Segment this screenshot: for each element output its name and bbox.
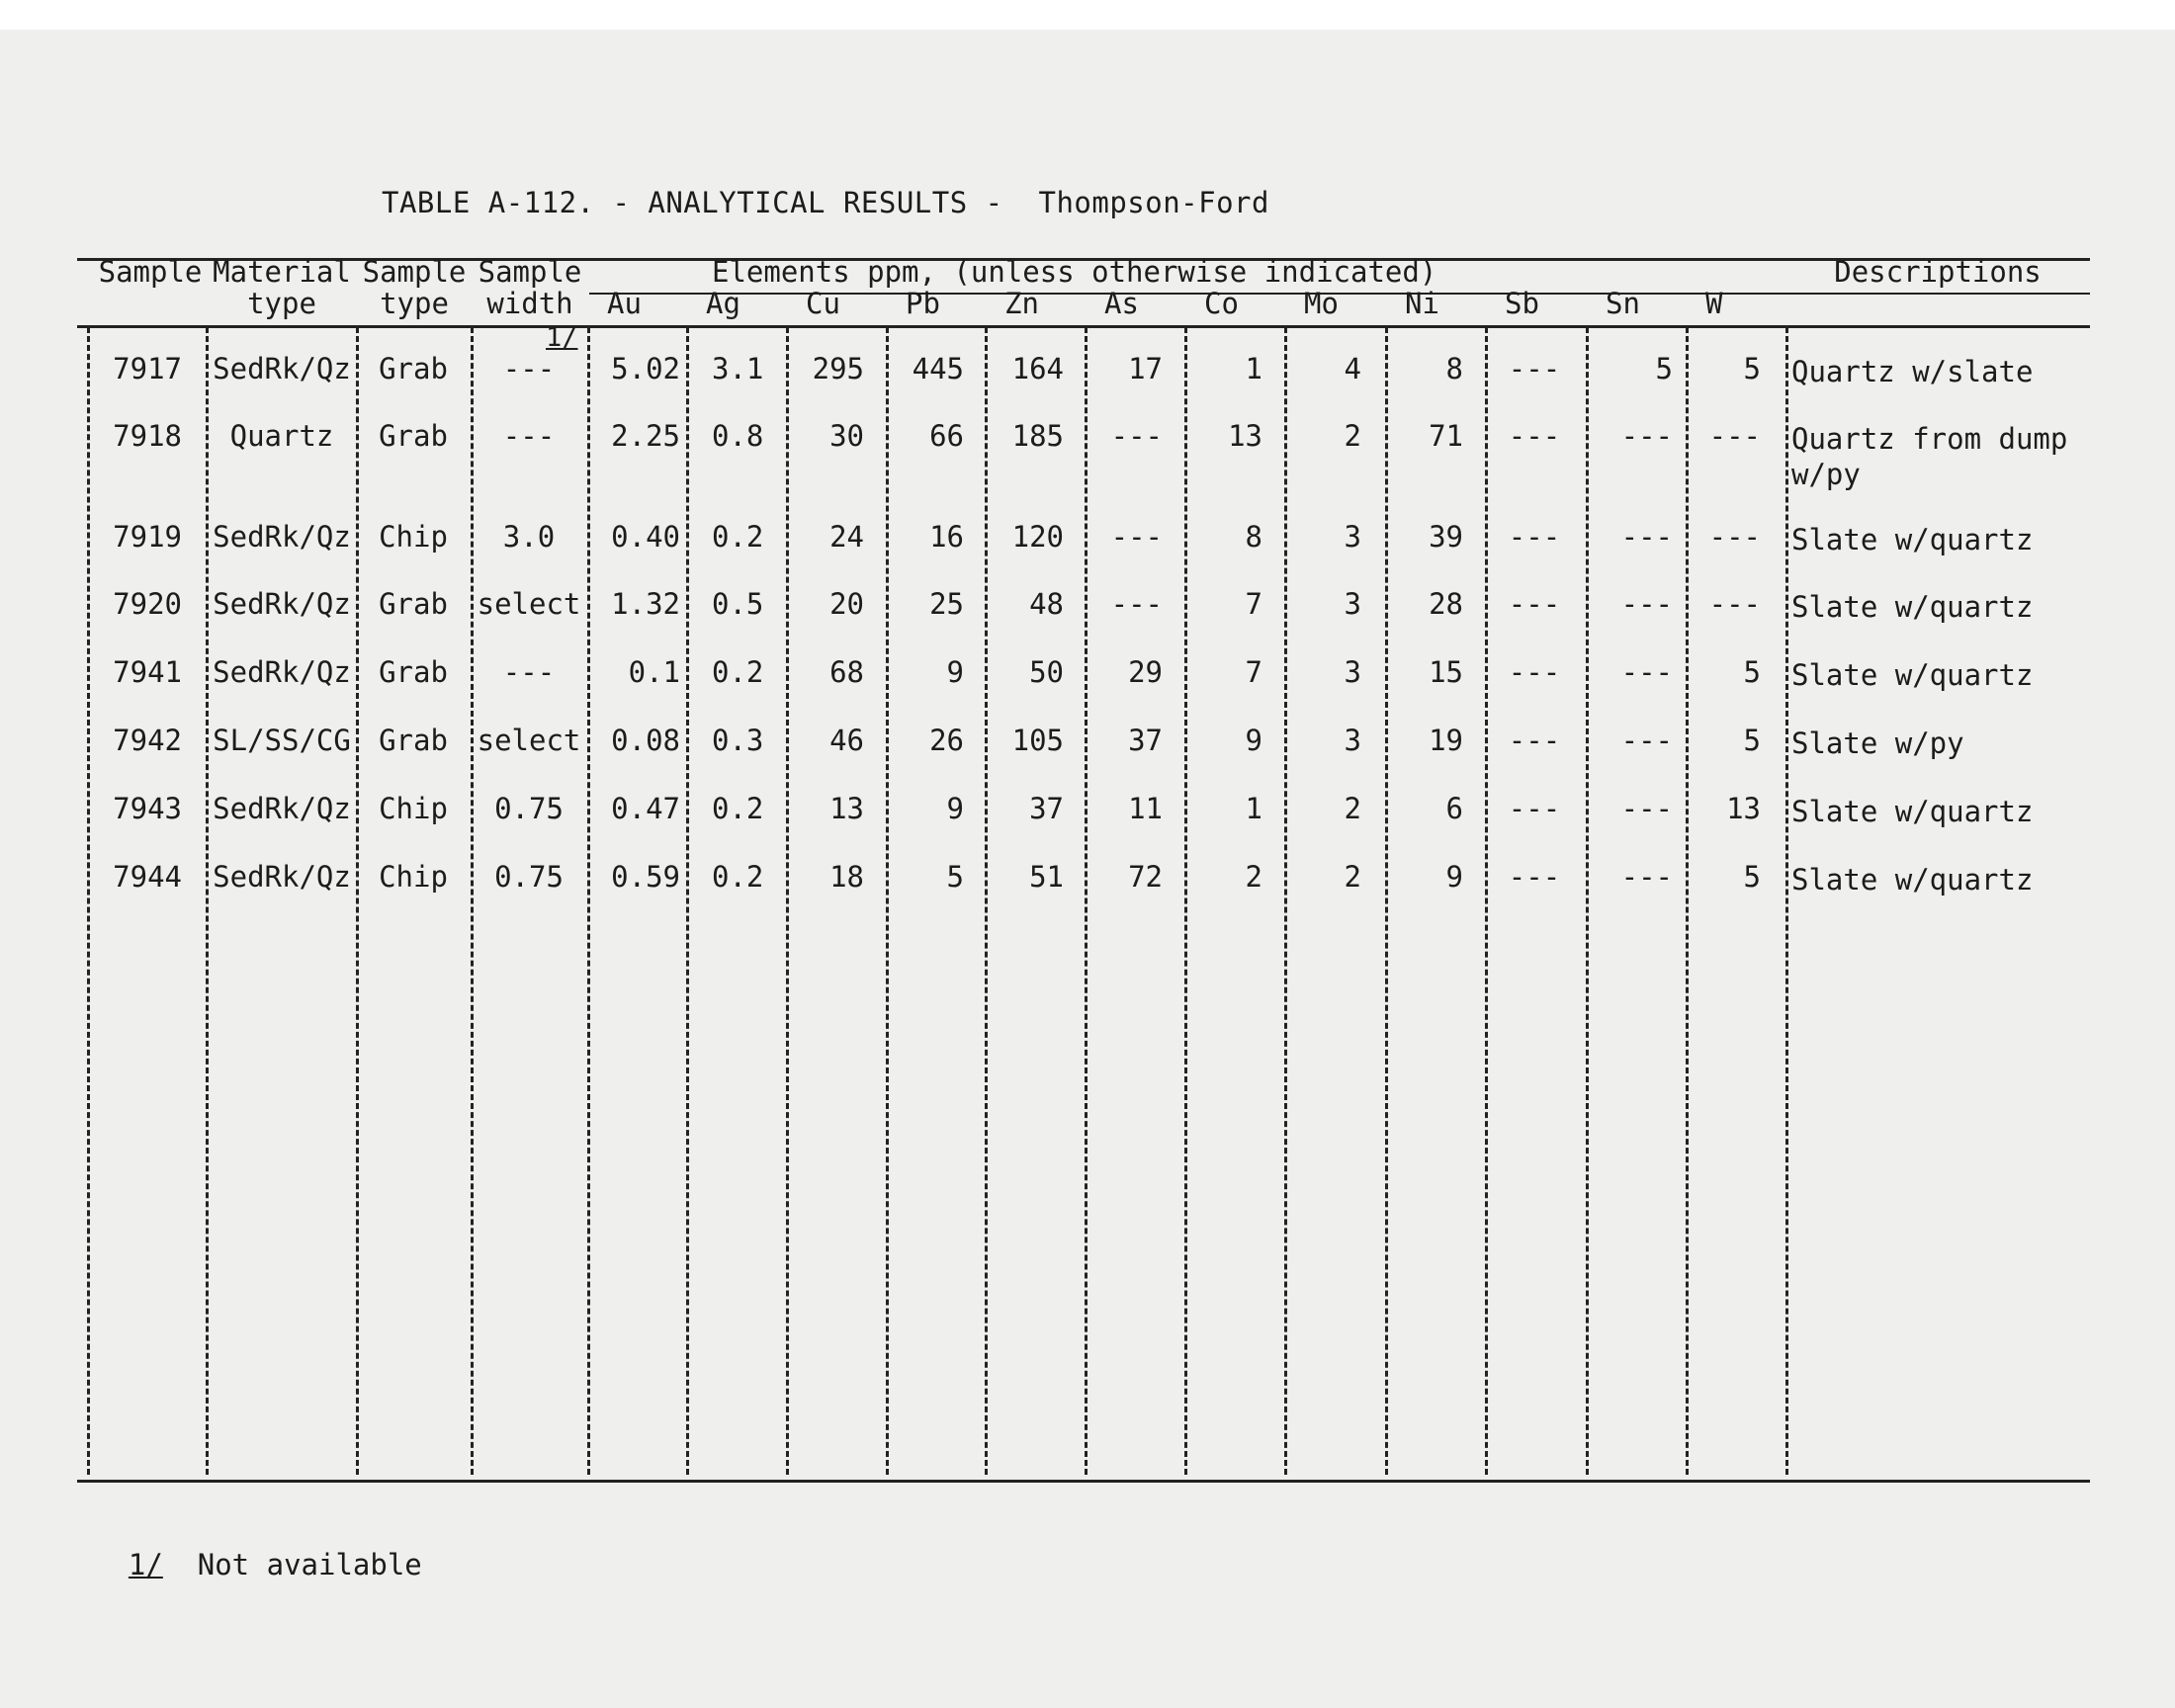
header-samplewidth-line1: Sample (478, 255, 582, 289)
cell-cu: 30 (829, 419, 864, 453)
header-element-ag: Ag (706, 287, 740, 320)
cell-sb: --- (1508, 352, 1561, 385)
cell-material: SedRk/Qz (213, 520, 351, 554)
cell-sb: --- (1508, 419, 1561, 453)
cell-ag: 0.2 (712, 792, 764, 825)
cell-ni: 6 (1445, 792, 1463, 825)
cell-mo: 3 (1344, 587, 1361, 621)
header-elements-span: Elements ppm, (unless otherwise indicated) (712, 255, 1437, 289)
cell-mo: 3 (1344, 724, 1361, 757)
cell-as: --- (1110, 587, 1163, 621)
cell-sb: --- (1508, 724, 1561, 757)
cell-width: --- (502, 419, 556, 453)
footnote-text: Not available (197, 1548, 422, 1581)
cell-sample: 7942 (113, 724, 182, 757)
cell-material: SedRk/Qz (213, 587, 351, 621)
cell-au: 0.47 (611, 792, 680, 825)
cell-sn: 5 (1655, 352, 1673, 385)
table-title: TABLE A-112. - ANALYTICAL RESULTS - Thompson-Ford (382, 186, 1269, 219)
cell-mo: 4 (1344, 352, 1361, 385)
cell-sn: --- (1620, 724, 1673, 757)
column-separator (1385, 327, 1388, 1475)
cell-zn: 120 (1011, 520, 1064, 554)
header-element-sb: Sb (1505, 287, 1539, 320)
cell-as: 11 (1128, 792, 1163, 825)
cell-as: 29 (1128, 655, 1163, 689)
column-separator (886, 327, 889, 1475)
cell-as: 72 (1128, 860, 1163, 894)
footnote-marker: 1/ (546, 322, 578, 353)
cell-sample: 7920 (113, 587, 182, 621)
column-separator (786, 327, 789, 1475)
cell-width: 3.0 (502, 520, 556, 554)
header-sample: Sample (98, 255, 203, 289)
cell-width: 0.75 (494, 792, 564, 825)
cell-description: Slate w/quartz (1791, 863, 2034, 897)
header-element-ni: Ni (1405, 287, 1439, 320)
cell-w: --- (1708, 520, 1761, 554)
header-sampletype-line2: type (380, 287, 449, 320)
cell-description: Slate w/py (1791, 726, 1964, 760)
cell-material: SL/SS/CG (213, 724, 351, 757)
header-element-sn: Sn (1606, 287, 1640, 320)
cell-au: 0.1 (628, 655, 680, 689)
cell-material: Quartz (229, 419, 334, 453)
column-separator (1686, 327, 1689, 1475)
cell-sample: 7917 (113, 352, 182, 385)
header-samplewidth-line2: width (486, 287, 573, 320)
header-material-line2: type (247, 287, 316, 320)
cell-zn: 37 (1029, 792, 1064, 825)
cell-cu: 20 (829, 587, 864, 621)
cell-as: 17 (1128, 352, 1163, 385)
cell-mo: 2 (1344, 419, 1361, 453)
column-separator (985, 327, 988, 1475)
cell-type: Grab (379, 352, 448, 385)
column-separator (1586, 327, 1589, 1475)
cell-sb: --- (1508, 860, 1561, 894)
cell-w: --- (1708, 587, 1761, 621)
cell-width: --- (502, 352, 556, 385)
cell-co: 9 (1245, 724, 1262, 757)
cell-sb: --- (1508, 655, 1561, 689)
cell-sn: --- (1620, 860, 1673, 894)
cell-as: --- (1110, 520, 1163, 554)
cell-sample: 7941 (113, 655, 182, 689)
cell-ag: 0.2 (712, 655, 764, 689)
cell-au: 1.32 (611, 587, 680, 621)
cell-material: SedRk/Qz (213, 352, 351, 385)
cell-pb: 66 (929, 419, 964, 453)
cell-sn: --- (1620, 587, 1673, 621)
cell-ni: 39 (1429, 520, 1463, 554)
cell-type: Grab (379, 655, 448, 689)
header-descriptions: Descriptions (1834, 255, 2042, 289)
cell-cu: 68 (829, 655, 864, 689)
cell-sample: 7944 (113, 860, 182, 894)
cell-w: 13 (1726, 792, 1761, 825)
header-element-co: Co (1204, 287, 1239, 320)
cell-sample: 7943 (113, 792, 182, 825)
cell-ni: 8 (1445, 352, 1463, 385)
column-separator (87, 327, 90, 1475)
header-material-line1: Material (213, 255, 351, 289)
cell-mo: 2 (1344, 860, 1361, 894)
column-separator (587, 327, 590, 1475)
cell-width: select (477, 724, 581, 757)
cell-description: Slate w/quartz (1791, 795, 2034, 828)
header-element-au: Au (607, 287, 642, 320)
cell-w: 5 (1743, 655, 1761, 689)
cell-au: 0.08 (611, 724, 680, 757)
cell-mo: 2 (1344, 792, 1361, 825)
cell-au: 2.25 (611, 419, 680, 453)
column-separator (1284, 327, 1287, 1475)
cell-co: 1 (1245, 792, 1262, 825)
column-separator (1485, 327, 1488, 1475)
footnote (94, 1514, 422, 1581)
cell-description: Slate w/quartz (1791, 658, 2034, 692)
cell-w: 5 (1743, 724, 1761, 757)
column-separator (471, 327, 474, 1475)
column-separator (1785, 327, 1788, 1475)
header-sampletype-line1: Sample (362, 255, 467, 289)
cell-ni: 71 (1429, 419, 1463, 453)
cell-type: Grab (379, 419, 448, 453)
cell-material: SedRk/Qz (213, 655, 351, 689)
cell-width: 0.75 (494, 860, 564, 894)
cell-co: 7 (1245, 655, 1262, 689)
cell-co: 7 (1245, 587, 1262, 621)
cell-zn: 185 (1011, 419, 1064, 453)
header-element-mo: Mo (1304, 287, 1339, 320)
cell-sample: 7918 (113, 419, 182, 453)
header-element-pb: Pb (906, 287, 940, 320)
cell-co: 2 (1245, 860, 1262, 894)
cell-zn: 51 (1029, 860, 1064, 894)
header-element-cu: Cu (806, 287, 840, 320)
cell-pb: 9 (946, 655, 964, 689)
cell-ag: 0.8 (712, 419, 764, 453)
cell-material: SedRk/Qz (213, 792, 351, 825)
cell-cu: 46 (829, 724, 864, 757)
cell-ag: 0.2 (712, 520, 764, 554)
cell-pb: 26 (929, 724, 964, 757)
cell-type: Chip (379, 520, 448, 554)
column-separator (686, 327, 689, 1475)
cell-zn: 48 (1029, 587, 1064, 621)
cell-zn: 105 (1011, 724, 1064, 757)
header-element-as: As (1104, 287, 1139, 320)
page-top-margin (0, 0, 2175, 30)
cell-description: Quartz from dump w/py (1791, 422, 2068, 491)
cell-ag: 0.2 (712, 860, 764, 894)
cell-sample: 7919 (113, 520, 182, 554)
cell-ni: 15 (1429, 655, 1463, 689)
cell-description: Quartz w/slate (1791, 355, 2034, 388)
column-separator (1184, 327, 1187, 1475)
header-mid-rule-desc (1785, 293, 2090, 295)
cell-description: Slate w/quartz (1791, 523, 2034, 556)
cell-as: 37 (1128, 724, 1163, 757)
table-bottom-rule (77, 1480, 2090, 1483)
cell-sb: --- (1508, 587, 1561, 621)
cell-ni: 28 (1429, 587, 1463, 621)
cell-sn: --- (1620, 520, 1673, 554)
cell-cu: 24 (829, 520, 864, 554)
cell-type: Grab (379, 587, 448, 621)
cell-au: 0.59 (611, 860, 680, 894)
cell-co: 13 (1228, 419, 1262, 453)
cell-ni: 9 (1445, 860, 1463, 894)
cell-cu: 295 (812, 352, 864, 385)
cell-type: Grab (379, 724, 448, 757)
cell-sn: --- (1620, 419, 1673, 453)
cell-w: 5 (1743, 352, 1761, 385)
cell-au: 0.40 (611, 520, 680, 554)
cell-cu: 18 (829, 860, 864, 894)
cell-ag: 0.3 (712, 724, 764, 757)
cell-mo: 3 (1344, 520, 1361, 554)
column-separator (1085, 327, 1088, 1475)
cell-pb: 25 (929, 587, 964, 621)
cell-pb: 16 (929, 520, 964, 554)
cell-sb: --- (1508, 520, 1561, 554)
cell-pb: 9 (946, 792, 964, 825)
cell-ag: 0.5 (712, 587, 764, 621)
cell-as: --- (1110, 419, 1163, 453)
cell-width: select (477, 587, 581, 621)
cell-mo: 3 (1344, 655, 1361, 689)
cell-ni: 19 (1429, 724, 1463, 757)
cell-sn: --- (1620, 792, 1673, 825)
footnote-number: 1/ (128, 1548, 163, 1581)
cell-w: 5 (1743, 860, 1761, 894)
cell-material: SedRk/Qz (213, 860, 351, 894)
header-element-zn: Zn (1004, 287, 1039, 320)
cell-description: Slate w/quartz (1791, 590, 2034, 624)
cell-cu: 13 (829, 792, 864, 825)
cell-co: 8 (1245, 520, 1262, 554)
cell-type: Chip (379, 792, 448, 825)
cell-pb: 5 (946, 860, 964, 894)
column-separator (356, 327, 359, 1475)
cell-co: 1 (1245, 352, 1262, 385)
cell-pb: 445 (912, 352, 964, 385)
cell-w: --- (1708, 419, 1761, 453)
cell-zn: 164 (1011, 352, 1064, 385)
cell-ag: 3.1 (712, 352, 764, 385)
column-separator (206, 327, 209, 1475)
cell-width: --- (502, 655, 556, 689)
cell-zn: 50 (1029, 655, 1064, 689)
cell-au: 5.02 (611, 352, 680, 385)
header-element-w: W (1705, 287, 1723, 320)
cell-sn: --- (1620, 655, 1673, 689)
cell-type: Chip (379, 860, 448, 894)
cell-sb: --- (1508, 792, 1561, 825)
